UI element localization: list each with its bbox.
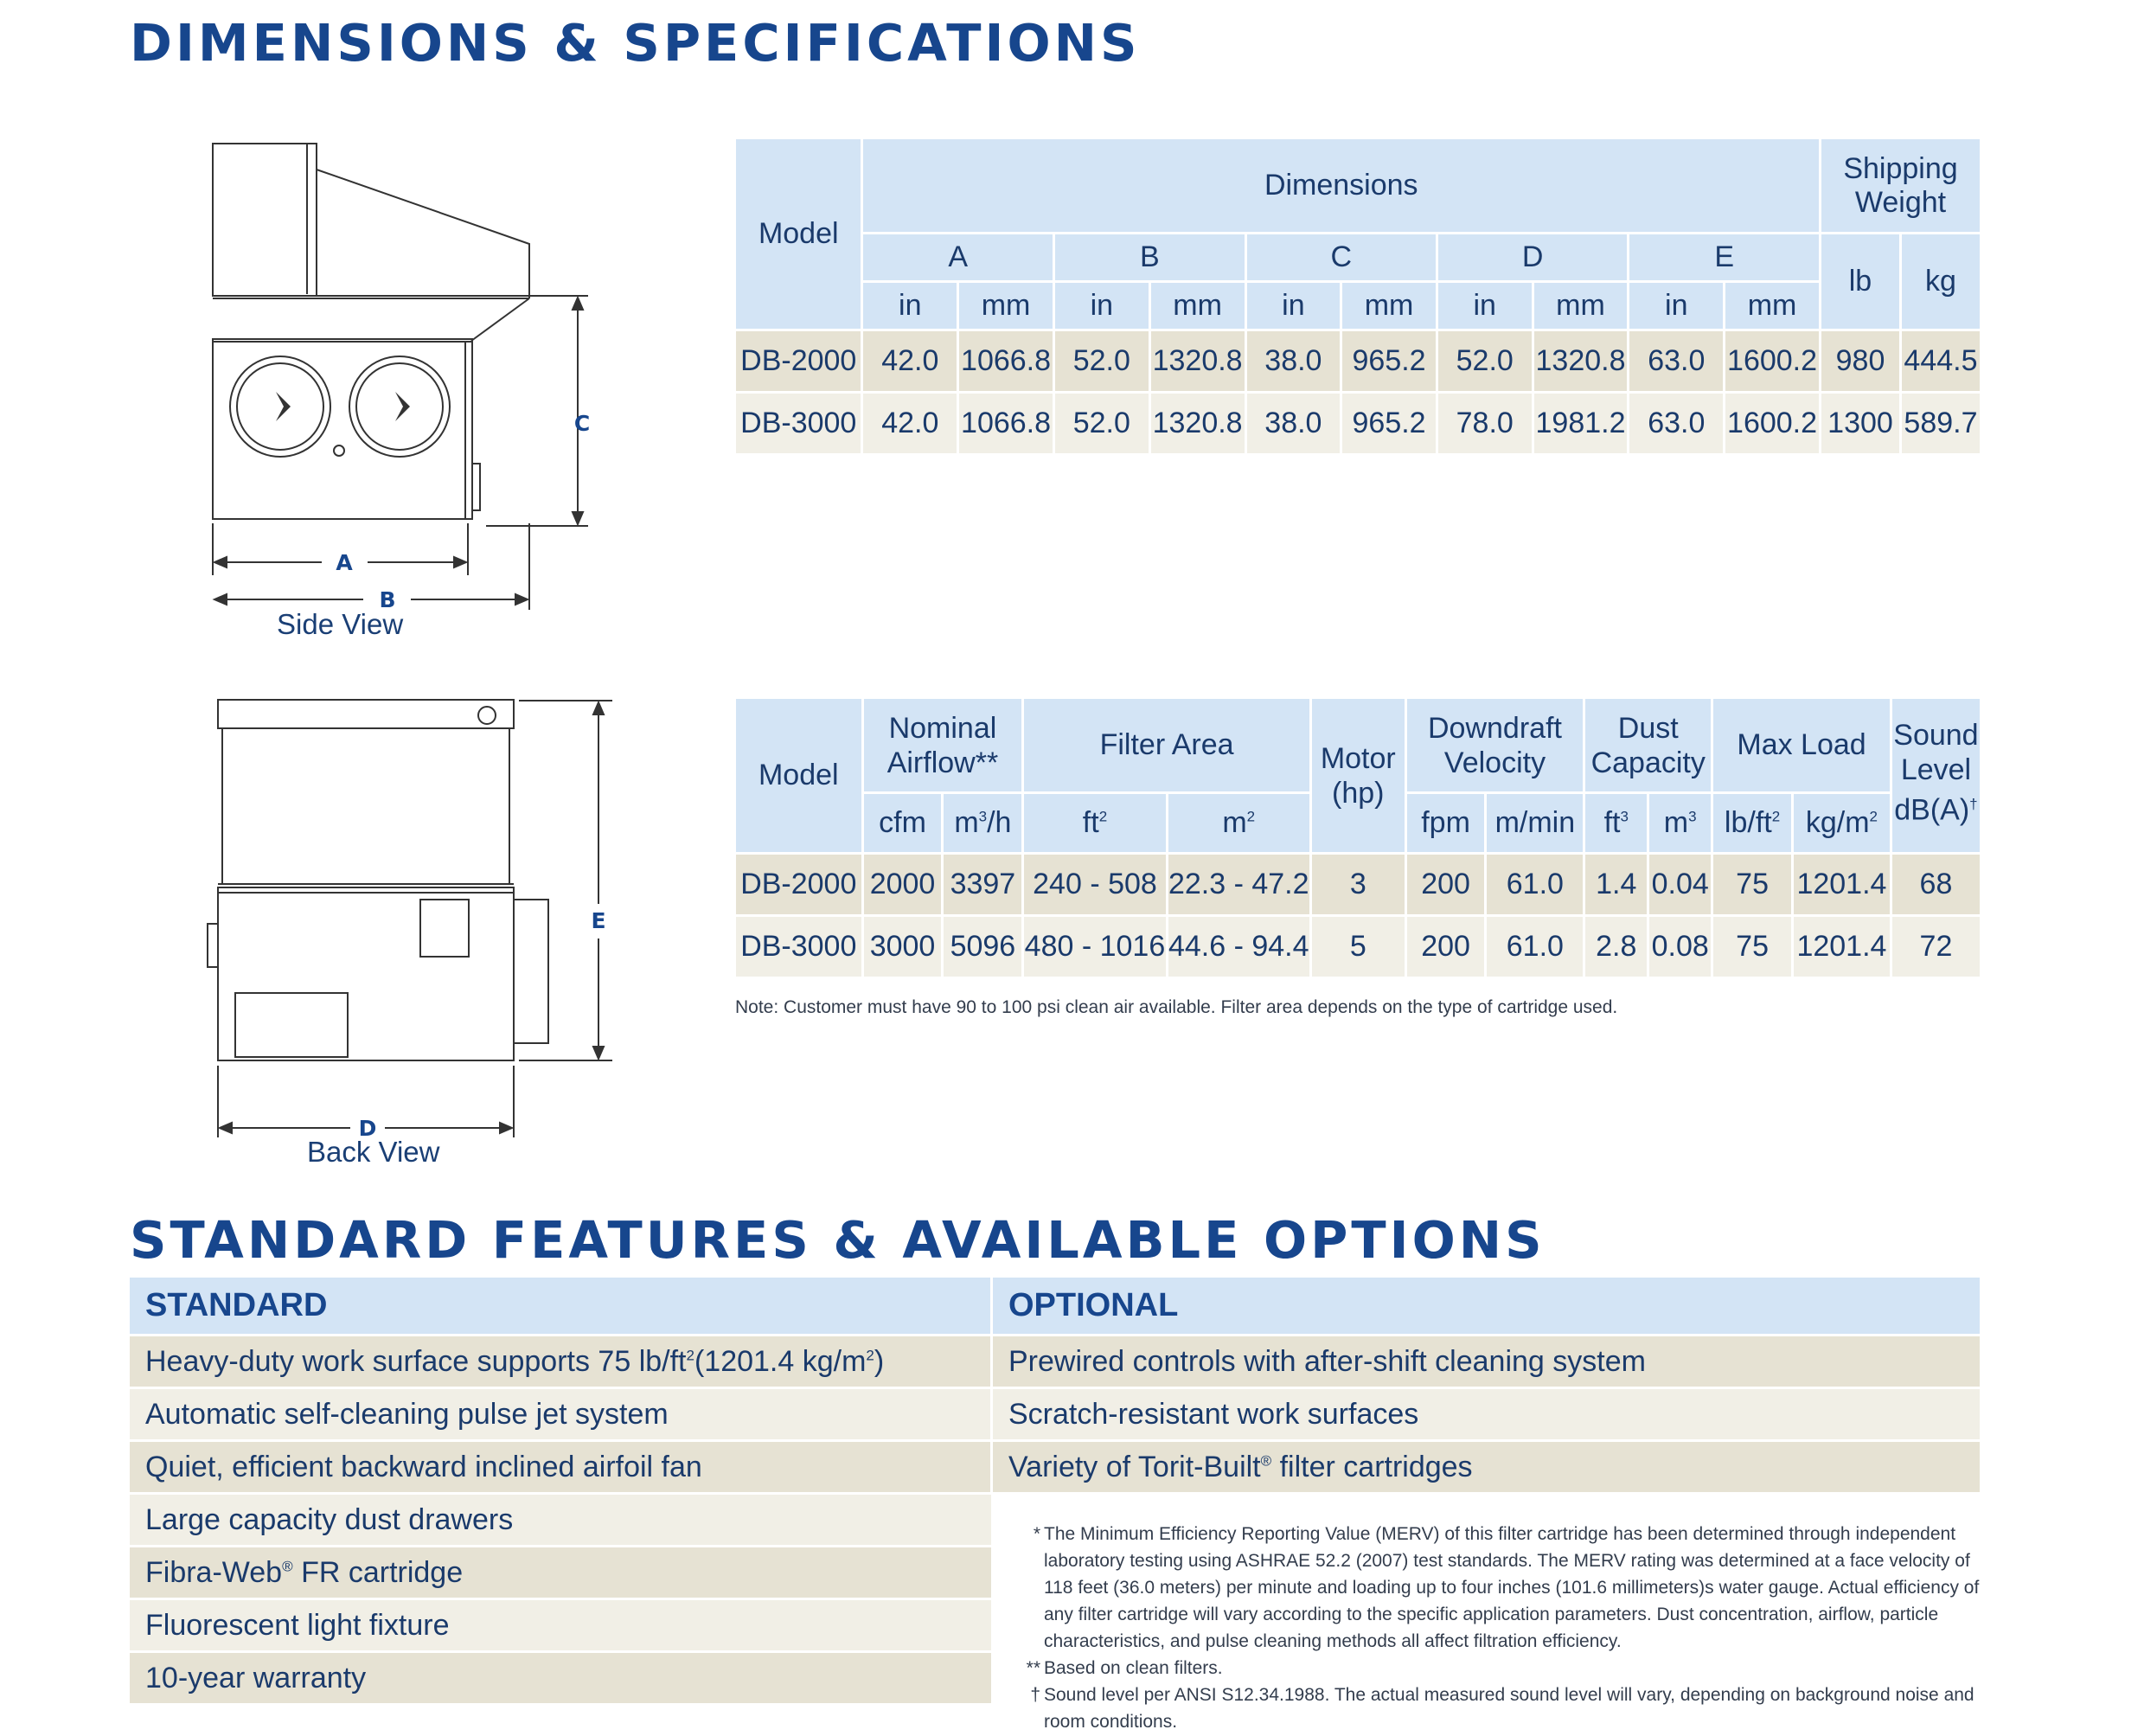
value-cell: 72 — [1891, 916, 1981, 978]
unit-m3h: $m^3/h$ — [943, 793, 1023, 854]
value-cell: 1320.8 — [1149, 393, 1245, 455]
value-cell: 52.0 — [1437, 330, 1533, 393]
value-cell: 5096 — [943, 916, 1023, 978]
value-cell: 980 — [1821, 330, 1901, 393]
unit-in: in — [1054, 282, 1150, 330]
sound-level-header — [1891, 698, 1981, 854]
unit-m3: $m^3$ — [1648, 793, 1712, 854]
dim-col-e: E — [1629, 234, 1821, 282]
dim-col-a: A — [862, 234, 1054, 282]
value-cell: 75 — [1712, 916, 1793, 978]
value-cell: 444.5 — [1900, 330, 1981, 393]
airflow-header — [862, 698, 1023, 793]
table-row — [735, 330, 1981, 393]
performance-table — [733, 696, 1982, 979]
value-cell: 38.0 — [1245, 330, 1341, 393]
option-item: Scratch-resistant work surfaces — [992, 1388, 1981, 1441]
unit-in: in — [862, 282, 958, 330]
dim-col-c: C — [1245, 234, 1437, 282]
back-view-diagram — [199, 688, 614, 1146]
footnote — [1016, 1655, 1994, 1682]
feature-item: 10-year warranty — [129, 1652, 993, 1705]
specs-heading: DIMENSIONS & SPECIFICATIONS — [130, 13, 1141, 73]
unit-mmin: m/min — [1486, 793, 1584, 854]
value-cell: 42.0 — [862, 393, 958, 455]
feature-item: Large capacity dust drawers — [129, 1494, 993, 1547]
value-cell: 75 — [1712, 854, 1793, 916]
value-cell: 1201.4 — [1792, 916, 1891, 978]
dagger-mark: † — [1969, 796, 1978, 812]
features-heading: STANDARD FEATURES & AVAILABLE OPTIONS — [130, 1210, 1546, 1270]
unit-ft2: $ft^2$ — [1023, 793, 1167, 854]
value-cell: 1300 — [1821, 393, 1901, 455]
footnote — [1016, 1682, 1994, 1735]
table-row — [735, 916, 1981, 978]
feature-item: Automatic self-cleaning pulse jet system — [129, 1388, 993, 1441]
model-cell: DB-3000 — [735, 916, 863, 978]
value-cell: 38.0 — [1245, 393, 1341, 455]
dim-label-d: D — [358, 1116, 377, 1141]
value-cell: 1320.8 — [1149, 330, 1245, 393]
side-view-diagram — [199, 130, 614, 614]
unit-in: in — [1629, 282, 1725, 330]
unit-m2: $m^2$ — [1167, 793, 1310, 854]
footnote-mark: * — [1033, 1524, 1040, 1544]
unit-lbft2: $lb/ft^2$ — [1712, 793, 1793, 854]
value-cell: 965.2 — [1341, 393, 1437, 455]
unit-in: in — [1437, 282, 1533, 330]
value-cell: 1201.4 — [1792, 854, 1891, 916]
value-cell: 52.0 — [1054, 393, 1150, 455]
value-cell: 240 - 508 — [1023, 854, 1167, 916]
footnote-text: Sound level per ANSI S12.34.1988. The actual measured sound level will vary, depending on background noise and room conditions. — [1044, 1685, 1974, 1732]
footnote-mark: † — [1030, 1685, 1040, 1705]
unit-mm: mm — [958, 282, 1054, 330]
option-item: Variety of Torit-Built® filter cartridges — [992, 1441, 1981, 1494]
dust-header-line2: Capacity — [1590, 746, 1706, 779]
unit-mm: mm — [1533, 282, 1629, 330]
sound-header-line3 — [1892, 787, 1980, 827]
table-row — [735, 854, 1981, 916]
value-cell: 480 - 1016 — [1023, 916, 1167, 978]
dim-label-a: A — [336, 550, 353, 575]
sound-unit: dB(A) — [1894, 793, 1970, 827]
unit-cfm: cfm — [862, 793, 943, 854]
feature-item: Fluorescent light fixture — [129, 1599, 993, 1652]
unit-ft3: $ft^3$ — [1584, 793, 1648, 854]
velocity-header-line2: Velocity — [1443, 746, 1546, 779]
value-cell: 0.04 — [1648, 854, 1712, 916]
unit-mm: mm — [1149, 282, 1245, 330]
model-cell: DB-2000 — [735, 330, 862, 393]
value-cell: 1600.2 — [1725, 330, 1821, 393]
footnote-text: The Minimum Efficiency Reporting Value (MERV) of this filter cartridge has been determined through independent laboratory testing using ASHRAE 52.2 (2007) test standards. The MERV rating was determined at a face velocity of 118 feet (36.0 meters) per minute and loading up to four inches (101.6 millimeters)s water gauge. Actual efficiency of any filter cartridge will vary according to the specific application parameters. Dust concentration, airflow, particle characteristics, and pulse cleaning methods all affect filtration efficiency. — [1044, 1524, 1980, 1651]
dim-model-header: Model — [735, 138, 862, 330]
value-cell: 61.0 — [1486, 916, 1584, 978]
value-cell: 3 — [1310, 854, 1405, 916]
dim-label-e: E — [591, 908, 606, 933]
value-cell: 61.0 — [1486, 854, 1584, 916]
value-cell: 1066.8 — [958, 393, 1054, 455]
unit-mm: mm — [1341, 282, 1437, 330]
value-cell: 965.2 — [1341, 330, 1437, 393]
value-cell: 589.7 — [1900, 393, 1981, 455]
motor-header — [1310, 698, 1405, 854]
unit-kg: kg — [1900, 234, 1981, 330]
feature-item: Fibra-Web® FR cartridge — [129, 1547, 993, 1599]
dimensions-header: Dimensions — [862, 138, 1821, 234]
unit-in: in — [1245, 282, 1341, 330]
option-item: Prewired controls with after-shift cleaning system — [992, 1336, 1981, 1388]
optional-features-table — [990, 1275, 1982, 1495]
dim-label-b: B — [379, 587, 396, 612]
motor-header-line1: Motor — [1320, 741, 1396, 775]
footnote-text: Based on clean filters. — [1044, 1658, 1223, 1678]
value-cell: 0.08 — [1648, 916, 1712, 978]
dim-col-b: B — [1054, 234, 1246, 282]
footnote — [1016, 1521, 1994, 1655]
velocity-header — [1405, 698, 1584, 793]
value-cell: 68 — [1891, 854, 1981, 916]
sound-header-line2: Level — [1900, 753, 1972, 786]
perf-model-header: Model — [735, 698, 863, 854]
unit-fpm: fpm — [1405, 793, 1486, 854]
value-cell: 22.3 - 47.2 — [1167, 854, 1310, 916]
dimensions-table — [733, 137, 1982, 456]
value-cell: 200 — [1405, 916, 1486, 978]
dust-header-line1: Dust — [1617, 711, 1679, 745]
table-note: Note: Customer must have 90 to 100 psi clean air available. Filter area depends on the type of cartridge used. — [735, 997, 1618, 1017]
value-cell: 2000 — [862, 854, 943, 916]
value-cell: 1981.2 — [1533, 393, 1629, 455]
sound-header-line1: Sound — [1893, 719, 1979, 752]
shipping-weight-header: Shipping Weight — [1821, 138, 1981, 234]
value-cell: 44.6 - 94.4 — [1167, 916, 1310, 978]
value-cell: 200 — [1405, 854, 1486, 916]
unit-mm: mm — [1725, 282, 1821, 330]
feature-item: Quiet, efficient backward inclined airfoil fan — [129, 1441, 993, 1494]
value-cell: 2.8 — [1584, 916, 1648, 978]
motor-header-line2: (hp) — [1332, 776, 1385, 810]
value-cell: 1066.8 — [958, 330, 1054, 393]
dust-capacity-header — [1584, 698, 1712, 793]
footnote-mark: ** — [1026, 1658, 1040, 1678]
value-cell: 5 — [1310, 916, 1405, 978]
standard-features-table — [127, 1275, 994, 1706]
model-cell: DB-2000 — [735, 854, 863, 916]
value-cell: 63.0 — [1629, 330, 1725, 393]
dim-col-d: D — [1437, 234, 1629, 282]
velocity-header-line1: Downdraft — [1428, 711, 1562, 745]
airflow-header-line2: Airflow** — [886, 746, 999, 779]
dim-label-c: C — [573, 411, 591, 436]
side-view-caption: Side View — [277, 608, 404, 640]
feature-item: Heavy-duty work surface supports 75 $lb/ft^2(1201.4$ $kg/m^2$) — [129, 1336, 993, 1388]
unit-lb: lb — [1821, 234, 1901, 330]
value-cell: 1600.2 — [1725, 393, 1821, 455]
model-cell: DB-3000 — [735, 393, 862, 455]
filter-area-header: Filter Area — [1023, 698, 1311, 793]
value-cell: 78.0 — [1437, 393, 1533, 455]
table-row — [735, 393, 1981, 455]
value-cell: 1.4 — [1584, 854, 1648, 916]
unit-kgm2: $kg/m^2$ — [1792, 793, 1891, 854]
value-cell: 1320.8 — [1533, 330, 1629, 393]
footnotes — [1016, 1521, 1994, 1735]
max-load-header: Max Load — [1712, 698, 1891, 793]
value-cell: 52.0 — [1054, 330, 1150, 393]
value-cell: 63.0 — [1629, 393, 1725, 455]
value-cell: 42.0 — [862, 330, 958, 393]
back-view-caption: Back View — [307, 1136, 440, 1168]
optional-header: OPTIONAL — [992, 1277, 1981, 1336]
value-cell: 3000 — [862, 916, 943, 978]
standard-header: STANDARD — [129, 1277, 993, 1336]
airflow-header-line1: Nominal — [888, 711, 997, 745]
value-cell: 3397 — [943, 854, 1023, 916]
